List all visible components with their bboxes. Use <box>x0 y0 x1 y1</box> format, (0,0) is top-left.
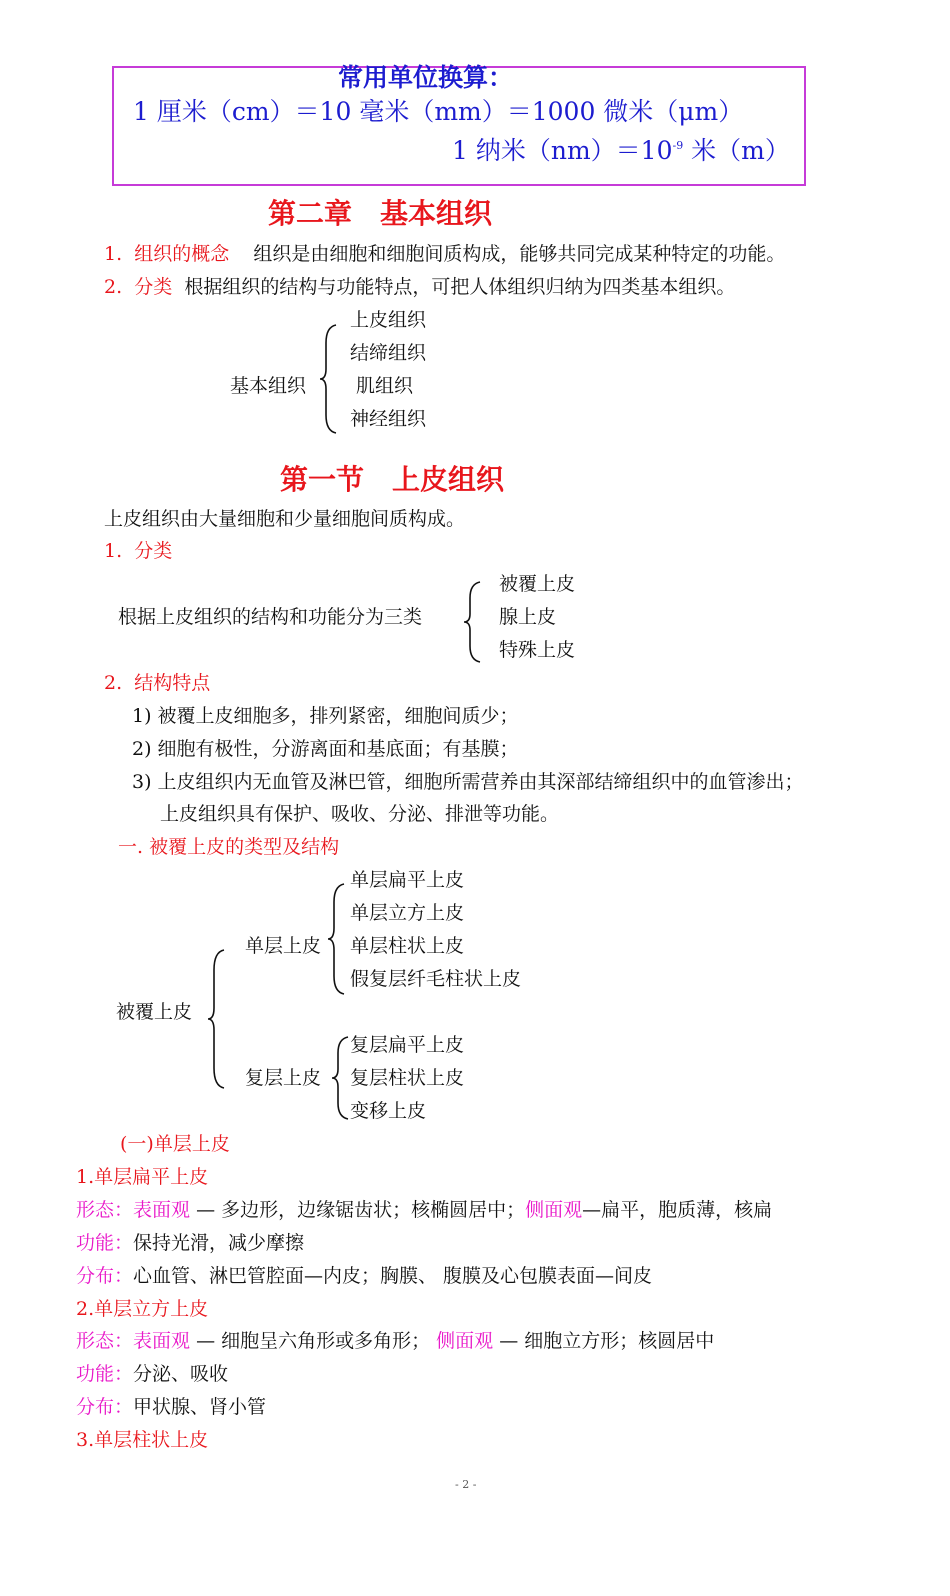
squamous-morphology: 形态：表面观 — 多边形，边缘锯齿状；核椭圆居中；侧面观—扁平，胞质薄，核扁 <box>76 1199 773 1221</box>
squamous-function: 功能：保持光滑，减少摩擦 <box>76 1232 305 1254</box>
brace-stratified <box>330 1035 352 1121</box>
concept-label: 组织的概念 <box>134 243 230 265</box>
columnar-title: 3.单层柱状上皮 <box>76 1429 209 1451</box>
basic-tissue-child: 上皮组织 <box>350 309 427 331</box>
classification-label: 分类 <box>134 276 173 298</box>
cuboidal-morphology: 形态：表面观 — 细胞呈六角形或多角形； 侧面观 — 细胞立方形；核圆居中 <box>76 1330 715 1352</box>
simple-epithelium-label: 单层上皮 <box>245 935 322 957</box>
classification-line: 2. 分类 根据组织的结构与功能特点，可把人体组织归纳为四类基本组织。 <box>104 276 736 298</box>
brace-epi-class <box>462 580 484 664</box>
simple-type: 假复层纤毛柱状上皮 <box>350 968 522 990</box>
basic-tissue-child: 结缔组织 <box>350 342 427 364</box>
simple-type: 单层扁平上皮 <box>350 869 465 891</box>
basic-tissue-child: 肌组织 <box>356 375 414 397</box>
simple-type: 单层立方上皮 <box>350 902 465 924</box>
structure-point: 3) 上皮组织内无血管及淋巴管，细胞所需营养由其深部结缔组织中的血管渗出； <box>132 771 804 793</box>
stratified-type: 复层柱状上皮 <box>350 1067 465 1089</box>
cuboidal-function: 功能：分泌、吸收 <box>76 1363 229 1385</box>
concept-text: 组织是由细胞和细胞间质构成，能够共同完成某种特定的功能。 <box>253 243 786 265</box>
page-number: - 2 - <box>455 1478 477 1491</box>
structure-point: 2) 细胞有极性，分游离面和基底面；有基膜； <box>132 738 519 760</box>
section-intro: 上皮组织由大量细胞和少量细胞间质构成。 <box>104 508 466 530</box>
stratified-type: 变移上皮 <box>350 1100 427 1122</box>
classification-text: 根据组织的结构与功能特点，可把人体组织归纳为四类基本组织。 <box>184 276 736 298</box>
section-title: 第一节 上皮组织 <box>280 463 505 496</box>
unit-line-1: 1 厘米（cm）＝10 毫米（mm）＝1000 微米（μm） <box>133 97 744 126</box>
brace-basic-tissue <box>318 323 340 435</box>
epi-class-child: 特殊上皮 <box>499 639 576 661</box>
structure-point: 1) 被覆上皮细胞多，排列紧密，细胞间质少； <box>132 705 519 727</box>
stratified-epithelium-label: 复层上皮 <box>245 1067 322 1089</box>
simple-type: 单层柱状上皮 <box>350 935 465 957</box>
covering-root: 被覆上皮 <box>116 1001 193 1023</box>
exponent: -9 <box>672 139 684 152</box>
brace-simple <box>326 882 348 996</box>
squamous-distribution: 分布：心血管、淋巴管腔面—内皮；胸膜、 腹膜及心包膜表面—间皮 <box>76 1265 653 1287</box>
unit-line-2: 1 纳米$(nm)=10^{-9}$ 米（m） <box>452 136 790 165</box>
simple-section-heading: (一)单层上皮 <box>120 1133 230 1155</box>
s1-heading: 1. 分类 <box>104 540 173 562</box>
concept-line: 1. 组织的概念 组织是由细胞和细胞间质构成，能够共同完成某种特定的功能。 <box>104 243 786 265</box>
chapter-title: 第二章 基本组织 <box>268 197 493 230</box>
epi-class-child: 腺上皮 <box>499 606 557 628</box>
cuboidal-distribution: 分布：甲状腺、肾小管 <box>76 1396 267 1418</box>
basic-tissue-child: 神经组织 <box>350 408 427 430</box>
brace-covering <box>206 948 228 1090</box>
cuboidal-title: 2.单层立方上皮 <box>76 1298 209 1320</box>
squamous-title: 1.单层扁平上皮 <box>76 1166 209 1188</box>
covering-heading: 一. 被覆上皮的类型及结构 <box>118 836 340 858</box>
epi-class-child: 被覆上皮 <box>499 573 576 595</box>
stratified-type: 复层扁平上皮 <box>350 1034 465 1056</box>
structure-point: 上皮组织具有保护、吸收、分泌、排泄等功能。 <box>160 803 560 825</box>
basic-tissue-root: 基本组织 <box>230 375 307 397</box>
s2-heading: 2. 结构特点 <box>104 672 211 694</box>
epi-class-root: 根据上皮组织的结构和功能分为三类 <box>118 606 423 628</box>
unit-box-title: 常用单位换算： <box>338 63 514 92</box>
